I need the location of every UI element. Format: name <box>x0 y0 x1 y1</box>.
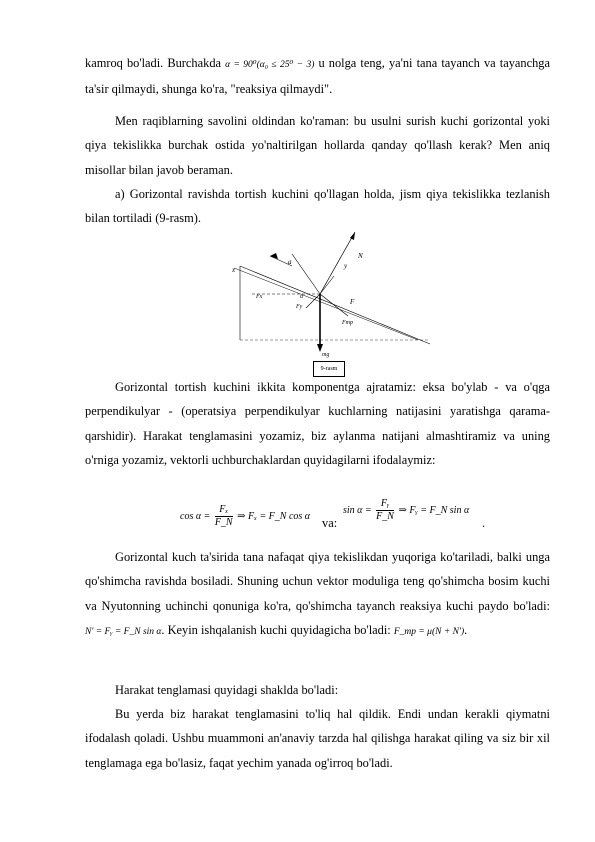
cos-equation <box>180 504 310 529</box>
friction-arrow <box>320 294 348 316</box>
paragraph-1 <box>85 51 550 102</box>
label-N: N <box>358 252 363 260</box>
paragraph-2: Men raqiblarning savolini oldindan ko'raman: bu usulni surish kuchi gorizontal yoki qiya tekislikka burchak ostida yo'naltirilgan hollarda qanday qo'llash kerak? Men aniq misollar bilan javob beraman. <box>85 114 550 177</box>
figure-9-inclined-plane <box>230 228 440 378</box>
incline-line <box>240 266 430 344</box>
label-Ftr: Fтр <box>342 320 353 326</box>
sin-numerator: Fᵧ <box>376 498 394 511</box>
normal-arrowhead <box>350 232 355 240</box>
equation-row <box>85 500 550 540</box>
cos-fraction <box>215 504 233 529</box>
paragraph-5-text: Gorizontal kuch ta'sirida tana nafaqat qiya tekislikdan yuqoriga ko'tariladi, balki unga qo'shimcha ravishda bosiladi. Shuning uchun vektor moduliga teng qo'shimcha bosim kuchi va Nyutonning uchinchi qonuniga ko'ra, qo'shimcha tayanch reaksiya kuchi paydo bo'ladi: <box>85 550 550 613</box>
paragraph-4: Gorizontal tortish kuchini ikkita komponentga ajratamiz: eksa bo'ylab - va o'qga perpendikulyar - (operatsiya perpendikulyar kuchlarning natijasini yaratishga qarama-qarshidir). Harakat tenglamasini yozamiz, biz aylanma natijani almashtiramiz va uning o'rniga yozamiz, vektorli uchburchaklardan quyidagilarni ifodalaymiz: <box>85 380 550 467</box>
label-mg: mg <box>322 352 330 358</box>
fy-dashed <box>320 276 334 294</box>
label-alpha: α <box>300 294 304 300</box>
cos-denominator: F_N <box>214 517 233 528</box>
gravity-arrowhead <box>317 344 323 352</box>
label-Fy: Fy <box>296 304 303 310</box>
paragraph-1-text-end: u nolga teng, ya'ni tana tayanch va tayanchga ta'sir qilmaydi, shunga ko'ra, "reaksiya qilmaydi". <box>85 56 550 97</box>
sin-rhs: ⇒ Fᵧ = F_N sin α <box>398 504 470 516</box>
paragraph-5 <box>85 545 550 644</box>
paragraph-5-end: . <box>464 622 468 637</box>
sin-denominator: F_N <box>376 511 394 522</box>
label-Fx: Fx <box>256 294 263 300</box>
cos-rhs: ⇒ Fₓ = F_N cos α <box>237 510 311 522</box>
paragraph-6: Harakat tenglamasi quyidagi shaklda bo'ladi: <box>115 683 339 697</box>
cos-lhs: cos α = <box>180 510 211 522</box>
label-x: x <box>232 266 236 274</box>
label-y: y <box>344 262 348 270</box>
label-F: F <box>350 298 355 306</box>
eq-end-dot: . <box>482 516 486 530</box>
eq-connector-va: va: <box>322 516 338 530</box>
sin-lhs: sin α = <box>343 504 372 516</box>
x-axis-line <box>234 268 418 340</box>
paragraph-1-text: kamroq bo'ladi. Burchakda <box>85 56 226 70</box>
paragraph-5-text-mid: . Keyin ishqalanish kuchi quyidagicha bo'ladi: <box>161 622 394 637</box>
normal-force-arrow <box>320 232 355 294</box>
sin-fraction <box>376 498 394 523</box>
paragraph-3: a) Gorizontal ravishda tortish kuchini qo'llagan holda, jism qiya tekislikka tezlanish bilan tortiladi (9-rasm). <box>85 187 550 226</box>
sin-equation <box>343 498 469 523</box>
inline-formula-friction: F_тр = μ(N + N') <box>393 626 465 637</box>
inline-formula-normal-extra: N' = Fᵧ = F_N sin α <box>85 626 162 637</box>
figure-caption: 9-rasm <box>313 361 345 377</box>
inline-formula-angle: α = 90⁰(α₀ ≤ 25⁰ − 3) <box>225 60 315 70</box>
force-diagram <box>230 228 440 378</box>
label-a: a <box>288 258 292 266</box>
paragraph-7: Bu yerda biz harakat tenglamasini to'liq hal qildik. Endi undan kerakli qiymatni ifodalash qoladi. Ushbu muammoni an'anaviy tarzda hal qilishga harakat qiling va siz bir xil tenglamaga ega bo'lasiz, faqat yechim yanada og'irroq bo'ladi. <box>85 707 550 770</box>
acceleration-arrow <box>292 254 320 294</box>
cos-numerator: Fₓ <box>215 504 233 517</box>
